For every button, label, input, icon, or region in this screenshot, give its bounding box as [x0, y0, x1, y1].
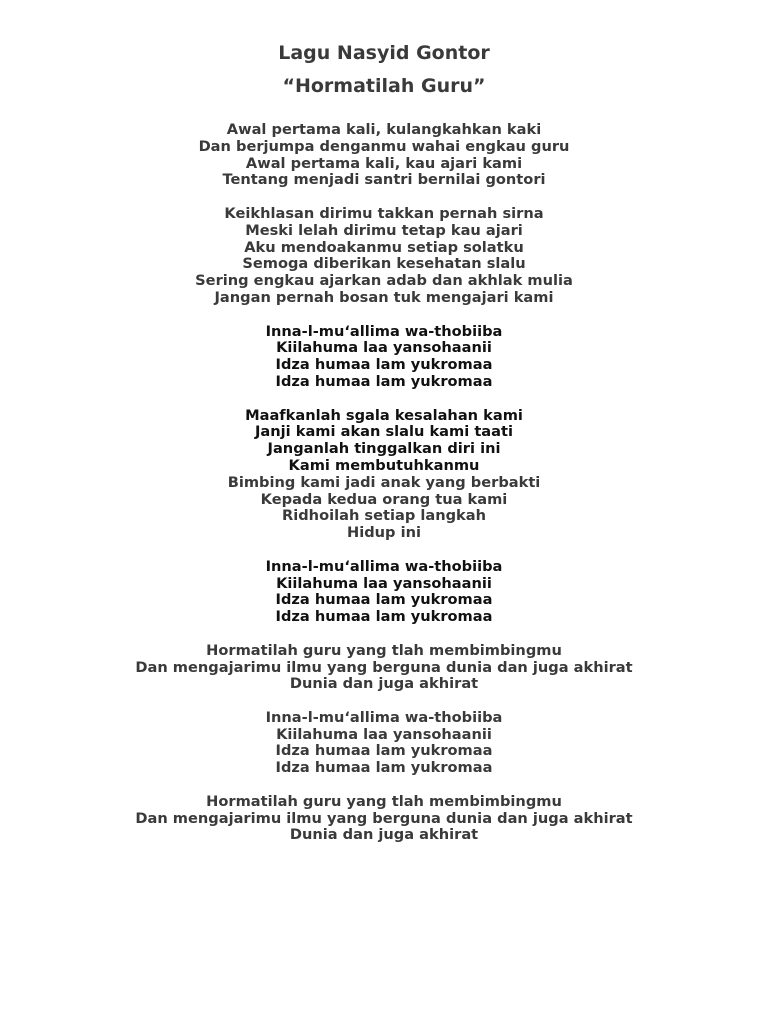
lyric-line: Kiilahuma laa yansohaanii — [276, 725, 492, 743]
lyric-line: Idza humaa lam yukromaa — [275, 591, 493, 609]
lyric-line: Sering engkau ajarkan adab dan akhlak mulia — [195, 272, 573, 290]
document-title: Lagu Nasyid Gontor — [278, 42, 490, 64]
verse-2 — [0, 206, 768, 307]
lyric-line: Idza humaa lam yukromaa — [275, 742, 493, 760]
lyric-line: Kiilahuma laa yansohaanii — [276, 574, 492, 592]
lyric-line: Maafkanlah sgala kesalahan kami — [245, 406, 523, 424]
lyric-line: Jangan pernah bosan tuk mengajari kami — [214, 288, 554, 306]
lyric-line: Inna-l-mu‘allima wa-thobiiba — [265, 557, 503, 575]
chorus-1 — [0, 324, 768, 391]
verse-1 — [0, 122, 768, 189]
lyric-line: Inna-l-mu‘allima wa-thobiiba — [265, 708, 503, 726]
lyric-line: Kepada kedua orang tua kami — [260, 490, 508, 508]
lyric-line: Kami membutuhkanmu — [288, 456, 480, 474]
chorus-2 — [0, 559, 768, 626]
verse-3 — [0, 408, 768, 542]
lyric-line: Bimbing kami jadi anak yang berbakti — [227, 473, 541, 491]
chorus-3 — [0, 710, 768, 777]
lyric-line: Inna-l-mu‘allima wa-thobiiba — [265, 322, 503, 340]
lyric-line: Awal pertama kali, kau ajari kami — [245, 154, 523, 172]
lyric-line: Aku mendoakanmu setiap solatku — [244, 238, 524, 256]
lyric-line: Hormatilah guru yang tlah membimbingmu — [206, 792, 562, 810]
lyric-line: Dunia dan juga akhirat — [289, 826, 479, 844]
lyrics-body — [0, 122, 768, 861]
lyric-line: Janji kami akan slalu kami taati — [255, 423, 513, 441]
lyric-line: Dan mengajarimu ilmu yang berguna dunia dan juga akhirat — [135, 809, 633, 827]
lyric-line: Janganlah tinggalkan diri ini — [267, 440, 501, 458]
lyric-line: Ridhoilah setiap langkah — [282, 507, 486, 525]
lyric-line: Kiilahuma laa yansohaanii — [276, 339, 492, 357]
lyric-line: Tentang menjadi santri bernilai gontori — [222, 171, 546, 189]
lyric-line: Keikhlasan dirimu takkan pernah sirna — [224, 204, 544, 222]
lyric-line: Idza humaa lam yukromaa — [275, 608, 493, 626]
lyric-line: Idza humaa lam yukromaa — [275, 356, 493, 374]
song-title: “Hormatilah Guru” — [282, 75, 486, 97]
bridge-1 — [0, 643, 768, 693]
bridge-2 — [0, 794, 768, 844]
lyric-line: Hormatilah guru yang tlah membimbingmu — [206, 641, 562, 659]
lyric-line: Dan mengajarimu ilmu yang berguna dunia dan juga akhirat — [135, 658, 633, 676]
lyric-line: Meski lelah dirimu tetap kau ajari — [245, 221, 523, 239]
lyric-line: Dunia dan juga akhirat — [289, 675, 479, 693]
lyric-line: Dan berjumpa denganmu wahai engkau guru — [198, 137, 570, 155]
lyric-line: Idza humaa lam yukromaa — [275, 372, 493, 390]
lyric-line: Awal pertama kali, kulangkahkan kaki — [226, 121, 542, 138]
lyric-line: Hidup ini — [347, 524, 421, 542]
lyric-line: Semoga diberikan kesehatan slalu — [242, 255, 526, 273]
lyric-line: Idza humaa lam yukromaa — [275, 759, 493, 777]
